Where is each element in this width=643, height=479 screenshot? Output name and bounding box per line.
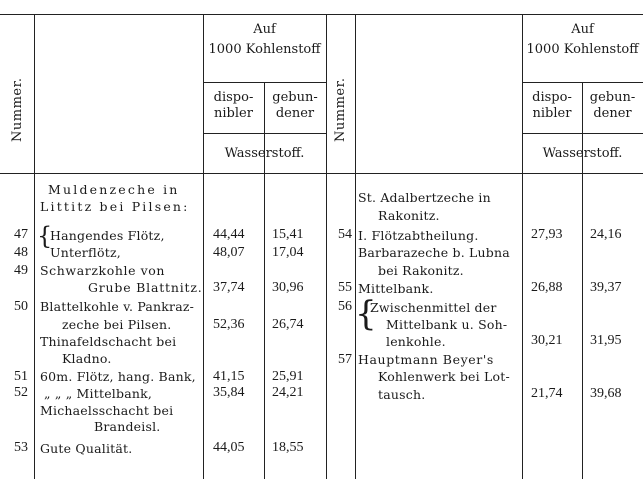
rule-v-left-desc <box>203 14 204 479</box>
subheading: Barbarazeche b. Lubna <box>358 245 510 260</box>
brace-56: { <box>355 294 377 334</box>
brace-47-48: { <box>37 222 53 250</box>
cell-disponibler: 41,15 <box>213 369 245 384</box>
row-number: 47 <box>14 227 28 242</box>
header-number-left: Nummer. <box>10 77 25 142</box>
rule-header-bottom <box>0 173 643 174</box>
header-disp-line1: dispo- <box>213 90 254 105</box>
cell-gebundener: 24,16 <box>590 227 622 242</box>
row-number: 55 <box>338 280 352 295</box>
header-disp-left <box>203 90 264 122</box>
rule-v-left-sub <box>264 82 265 479</box>
cell-disponibler: 48,07 <box>213 245 245 260</box>
row-label-cont: Brandeisl. <box>94 419 161 434</box>
header-disp-line2: nibler <box>214 106 253 121</box>
header-unit-left: Wasserstoff. <box>224 146 305 161</box>
header-group-line1: Auf <box>253 22 276 37</box>
header-group-line2: 1000 Kohlenstoff <box>208 42 321 57</box>
subheading: St. Adalbertzeche in <box>358 190 491 205</box>
row-label: Mittelbank. <box>358 281 434 296</box>
rule-v-right-sub <box>582 82 583 479</box>
row-number: 48 <box>14 245 28 260</box>
section-title-line2: Littitz bei Pilsen: <box>40 199 190 214</box>
header-group-right <box>522 22 643 58</box>
cell-disponibler: 44,05 <box>213 440 245 455</box>
cell-disponibler: 30,21 <box>531 333 563 348</box>
cell-gebundener: 39,37 <box>590 280 622 295</box>
row-number: 50 <box>14 299 28 314</box>
header-geb-line2: dener <box>275 106 315 121</box>
header-number-right: Nummer. <box>333 77 348 142</box>
subheading-cont: Kladno. <box>62 351 112 366</box>
rule-v-left-num <box>34 14 35 479</box>
row-number: 51 <box>14 369 28 384</box>
row-number: 56 <box>338 299 352 314</box>
subheading: Thinafeldschacht bei <box>40 334 177 349</box>
row-label: I. Flötzabtheilung. <box>358 228 479 243</box>
row-label: Blattelkohle v. Pankraz- <box>40 299 195 314</box>
row-number: 57 <box>338 352 352 367</box>
header-group-line1: Auf <box>571 22 594 37</box>
row-label: Hangendes Flötz, <box>50 228 165 243</box>
row-label-cont: lenkohle. <box>386 334 446 349</box>
rule-sub-left <box>203 82 326 83</box>
cell-gebundener: 39,68 <box>590 386 622 401</box>
header-geb-line1: gebun- <box>272 90 318 105</box>
rule-unit-right <box>522 133 643 134</box>
cell-gebundener: 24,21 <box>272 385 304 400</box>
cell-gebundener: 31,95 <box>590 333 622 348</box>
row-label: 60m. Flötz, hang. Bank, <box>40 369 196 384</box>
row-label-cont: tausch. <box>378 387 426 402</box>
rule-top <box>0 14 643 15</box>
cell-disponibler: 44,44 <box>213 227 245 242</box>
cell-gebundener: 15,41 <box>272 227 304 242</box>
row-label-cont: Grube Blattnitz. <box>88 280 203 295</box>
cell-disponibler: 21,74 <box>531 386 563 401</box>
row-label: Unterflötz, <box>50 245 121 260</box>
cell-gebundener: 18,55 <box>272 440 304 455</box>
row-label-cont: zeche bei Pilsen. <box>62 317 172 332</box>
row-number: 53 <box>14 440 28 455</box>
header-disp-line1: dispo- <box>532 90 572 105</box>
cell-gebundener: 30,96 <box>272 280 304 295</box>
row-label: Zwischenmittel der <box>370 300 497 315</box>
section-title-line1: Muldenzeche in <box>48 182 180 197</box>
cell-gebundener: 26,74 <box>272 317 304 332</box>
subheading-cont: bei Rakonitz. <box>378 263 464 278</box>
rule-v-center <box>326 14 327 479</box>
header-disp-right <box>522 90 582 122</box>
cell-gebundener: 25,91 <box>272 369 304 384</box>
header-geb-line1: gebun- <box>589 90 636 105</box>
row-number: 52 <box>14 385 28 400</box>
rule-v-right-num <box>355 14 356 479</box>
cell-disponibler: 52,36 <box>213 317 245 332</box>
header-geb-line2: dener <box>593 106 632 121</box>
cell-disponibler: 26,88 <box>531 280 563 295</box>
cell-disponibler: 35,84 <box>213 385 245 400</box>
row-label: Gute Qualität. <box>40 441 133 456</box>
row-label-cont: Mittelbank u. Soh- <box>386 317 508 332</box>
header-geb-right <box>582 90 643 122</box>
rule-v-right-desc <box>522 14 523 479</box>
row-label: Schwarzkohle von <box>40 263 166 278</box>
header-group-line2: 1000 Kohlenstoff <box>526 42 639 57</box>
rule-unit-left <box>203 133 326 134</box>
header-disp-line2: nibler <box>532 106 572 121</box>
header-group-left <box>203 22 326 58</box>
row-number: 49 <box>14 263 28 278</box>
row-label-cont: Michaelsschacht bei <box>40 403 174 418</box>
subheading-cont: Rakonitz. <box>378 208 440 223</box>
cell-disponibler: 37,74 <box>213 280 245 295</box>
row-label: „ „ „ Mittelbank, <box>44 386 153 401</box>
header-geb-left <box>264 90 326 122</box>
rule-sub-right <box>522 82 643 83</box>
cell-disponibler: 27,93 <box>531 227 563 242</box>
header-unit-right: Wasserstoff. <box>542 146 623 161</box>
row-label: Hauptmann Beyer's <box>358 352 494 367</box>
row-number: 54 <box>338 227 352 242</box>
row-label-cont: Kohlenwerk bei Lot- <box>378 369 510 384</box>
cell-gebundener: 17,04 <box>272 245 304 260</box>
